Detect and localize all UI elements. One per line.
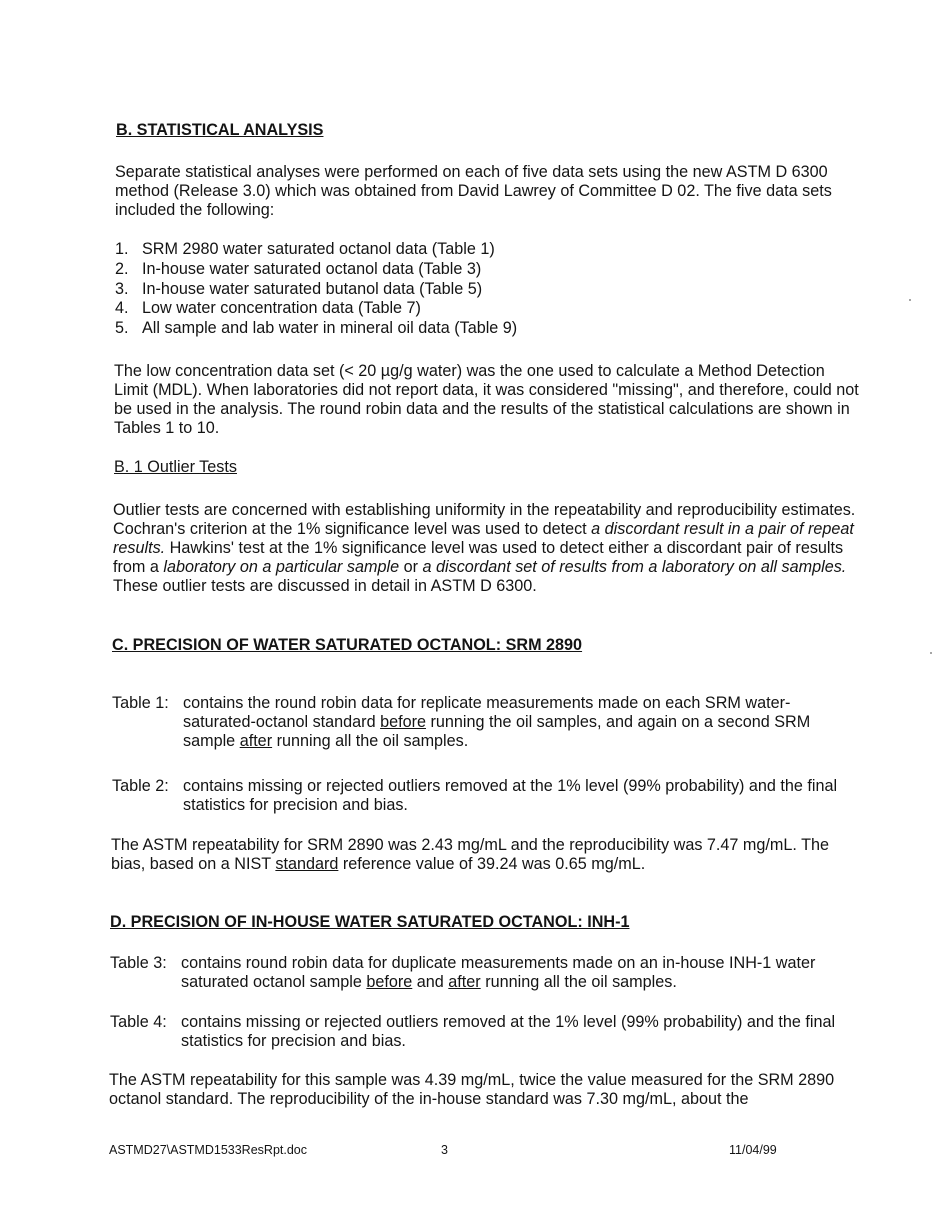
section-b-heading: B. STATISTICAL ANALYSIS [116, 121, 324, 139]
list-number: 1. [115, 240, 129, 258]
outlier-text-3: or [399, 558, 423, 576]
c-summary-b: reference value of 39.24 was 0.65 mg/mL. [338, 855, 646, 873]
outlier-text-2: Hawkins' test at the 1% significance level was used to detect either a discordant pair of results from a [113, 539, 844, 576]
outlier-tests-subheading: B. 1 Outlier Tests [114, 458, 237, 476]
data-set-list [115, 240, 855, 339]
t3-text-b: and [412, 973, 449, 991]
t1-text-c: running all the oil samples. [272, 732, 469, 750]
outlier-text-1: Outlier tests are concerned with establishing uniformity in the repeatability and reproducibility estimates. Cochran's criterion at the 1% significance level was used to detect [113, 501, 856, 538]
list-text: In-house water saturated octanol data (Table 3) [142, 259, 482, 278]
t3-underline-before: before [366, 973, 413, 991]
section-d-heading: D. PRECISION OF IN-HOUSE WATER SATURATED OCTANOL: INH-1 [110, 913, 630, 931]
section-c-summary [111, 836, 861, 874]
section-b-intro: Separate statistical analyses were performed on each of five data sets using the new ASTM D 6300 method (Release 3.0) which was obtained from David Lawrey of Committee D 02. The five data sets included the following: [115, 163, 832, 219]
low-concentration-paragraph: The low concentration data set (< 20 µg/g water) was the one used to calculate a Method Detection Limit (MDL). When laboratories did not report data, it was considered "missing", and therefore, could not be used in the analysis. The round robin data and the results of the statistical calculations are shown in Tables 1 to 10. [114, 362, 859, 437]
footer-filename: ASTMD27\ASTMD1533ResRpt.doc [109, 1143, 307, 1157]
table-2-label: Table 2: [112, 777, 169, 795]
table-4-label: Table 4: [110, 1013, 167, 1031]
list-text: In-house water saturated butanol data (Table 5) [142, 279, 483, 298]
footer-date: 11/04/99 [729, 1143, 777, 1157]
t3-text-a: contains round robin data for duplicate measurements made on an in-house INH-1 water saturated octanol sample [181, 954, 816, 991]
list-text: All sample and lab water in mineral oil data (Table 9) [142, 319, 518, 338]
table-4-text: contains missing or rejected outliers removed at the 1% level (99% probability) and the final statistics for precision and bias. [181, 1013, 836, 1050]
list-text: Low water concentration data (Table 7) [142, 299, 421, 318]
t3-text-c: running all the oil samples. [480, 973, 677, 991]
outlier-tests-paragraph [113, 501, 858, 596]
list-item [115, 280, 855, 300]
t1-underline-before: before [380, 713, 426, 731]
scan-speck [909, 299, 911, 301]
list-item [115, 240, 855, 260]
t3-underline-after: after [448, 973, 481, 991]
outlier-italic-2: laboratory on a particular sample [163, 558, 400, 576]
c-summary-underline: standard [275, 855, 339, 873]
table-2-text: contains missing or rejected outliers removed at the 1% level (99% probability) and the final statistics for precision and bias. [183, 777, 838, 814]
table-3-label: Table 3: [110, 954, 167, 972]
scan-speck [930, 652, 932, 654]
list-text: SRM 2980 water saturated octanol data (Table 1) [142, 240, 495, 258]
outlier-italic-1: a discordant result in a pair of repeat results. [113, 520, 854, 557]
t1-text-a: contains the round robin data for replicate measurements made on each SRM water-saturated-octanol standard [183, 694, 791, 731]
outlier-text-4: These outlier tests are discussed in detail in ASTM D 6300. [113, 577, 537, 595]
outlier-italic-3: a discordant set of results from a laboratory on all samples. [422, 558, 847, 576]
table-4-description [110, 1013, 865, 1053]
list-number: 4. [115, 299, 129, 318]
section-c-heading: C. PRECISION OF WATER SATURATED OCTANOL: SRM 2890 [112, 636, 583, 654]
table-2-description [112, 777, 862, 817]
table-1-label: Table 1: [112, 694, 169, 712]
table-1-text [183, 694, 863, 751]
t1-underline-after: after [239, 732, 273, 750]
footer-page-number: 3 [441, 1143, 448, 1157]
list-item [115, 319, 855, 339]
list-item [115, 260, 855, 280]
c-summary-a: The ASTM repeatability for SRM 2890 was 2.43 mg/mL and the reproducibility was 7.47 mg/mL. The bias, based on a NIST [111, 836, 829, 873]
list-number: 5. [115, 319, 129, 338]
section-d-summary: The ASTM repeatability for this sample was 4.39 mg/mL, twice the value measured for the SRM 2890 octanol standard. The reproducibility of the in-house standard was 7.30 mg/mL, about the [109, 1071, 835, 1108]
list-number: 2. [115, 259, 129, 278]
table-3-text [181, 954, 861, 992]
table-3-description [110, 954, 865, 994]
list-number: 3. [115, 279, 129, 298]
t1-text-b: running the oil samples, and again on a second SRM sample [183, 713, 811, 750]
table-1-description [112, 694, 862, 754]
list-item [115, 299, 855, 319]
